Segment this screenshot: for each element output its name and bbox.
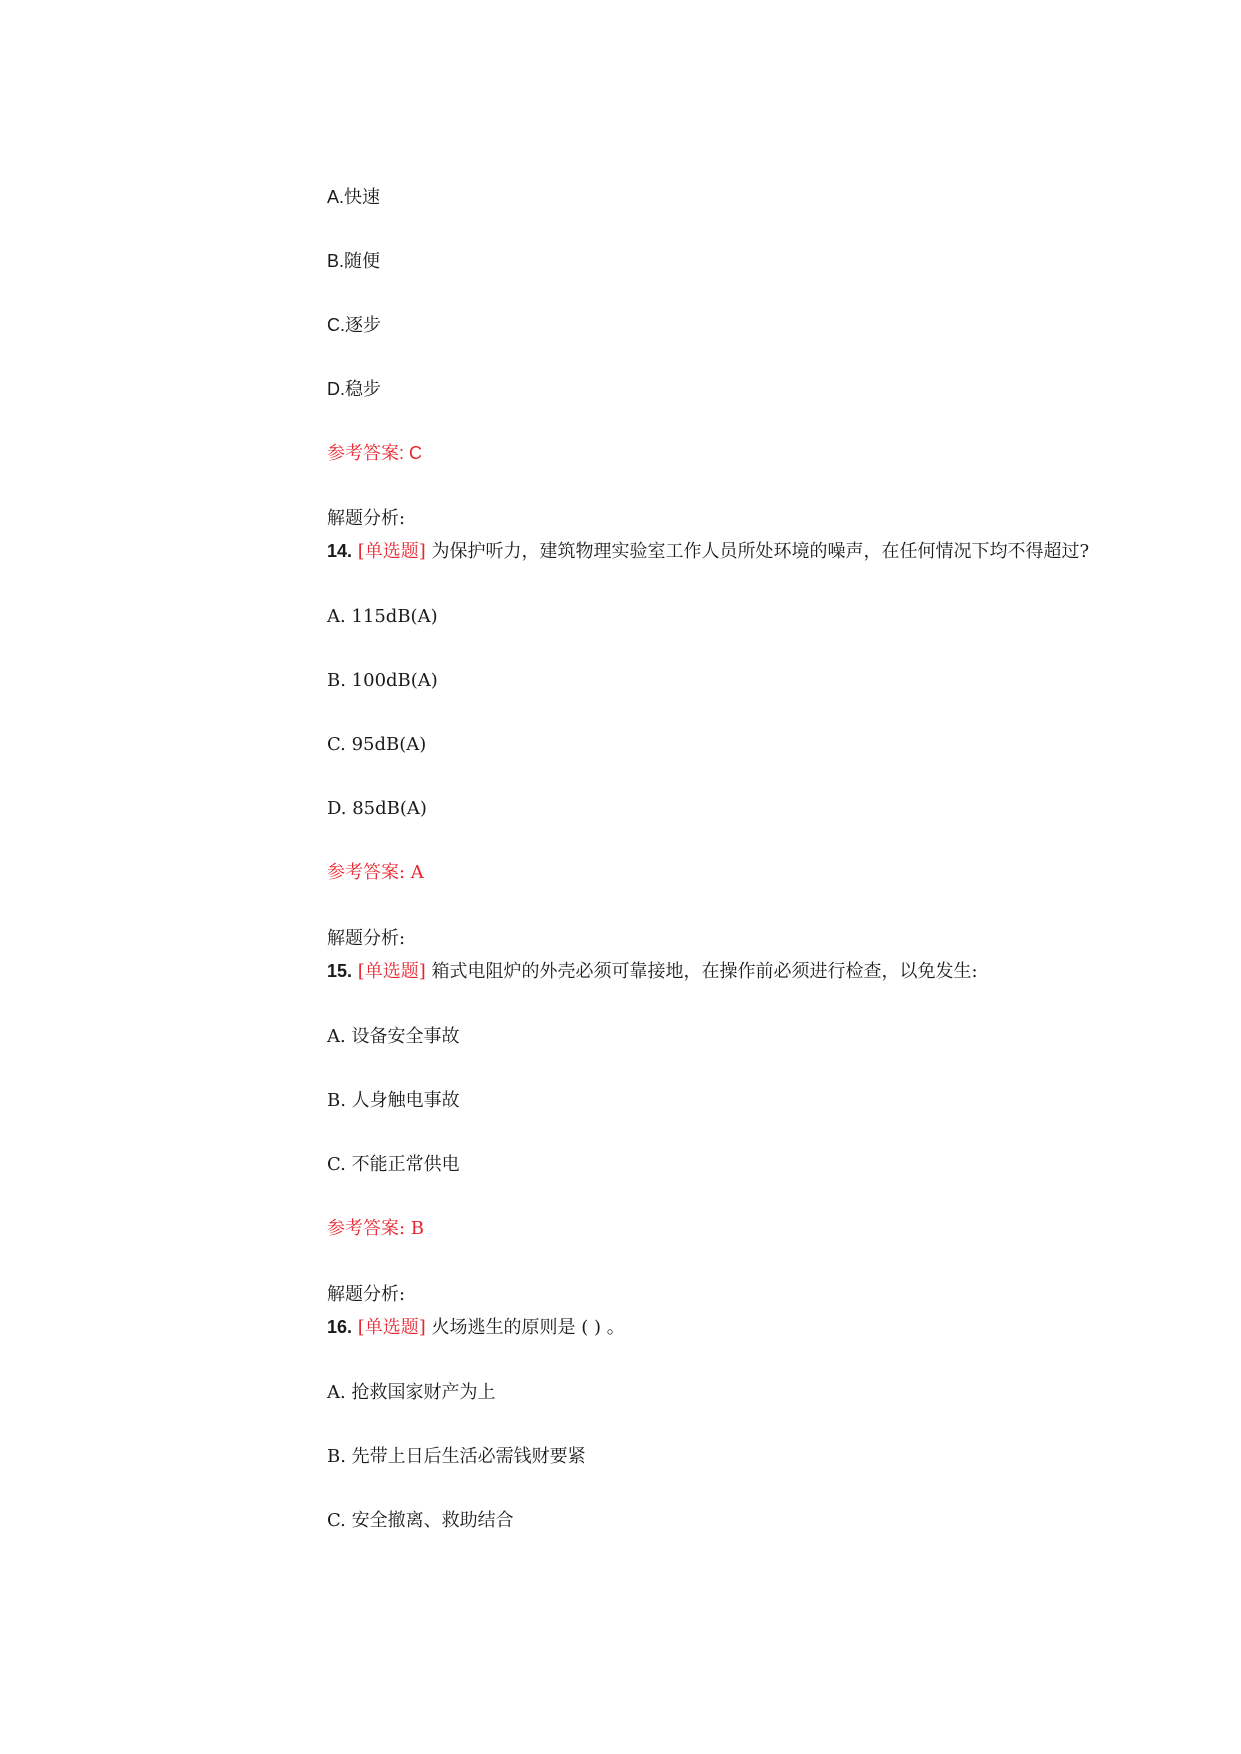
q14-analysis: 解题分析: (327, 928, 406, 949)
q13-answer: 参考答案: C (327, 443, 423, 463)
q15-option-a: A. 设备安全事故 (327, 1026, 460, 1047)
q15-answer: 参考答案: B (327, 1218, 425, 1239)
q16-option-b: B. 先带上日后生活必需钱财要紧 (327, 1446, 586, 1467)
q15-number: 15. (327, 961, 353, 981)
q13-option-b: B.随便 (327, 251, 381, 271)
q16-type: [单选题] (357, 1317, 426, 1338)
q15-analysis: 解题分析: (327, 1284, 406, 1305)
q15-text: 箱式电阻炉的外壳必须可靠接地，在操作前必须进行检查，以免发生: (431, 961, 978, 982)
q16-number: 16. (327, 1317, 353, 1337)
q15-option-b: B. 人身触电事故 (327, 1090, 460, 1111)
q16-text: 火场逃生的原则是 ( ) 。 (431, 1317, 625, 1338)
q16-option-c: C. 安全撤离、救助结合 (327, 1510, 514, 1531)
q14-answer: 参考答案: A (327, 862, 424, 883)
q14-text: 为保护听力，建筑物理实验室工作人员所处环境的噪声，在任何情况下均不得超过? (431, 541, 1090, 562)
q16-option-a: A. 抢救国家财产为上 (327, 1382, 496, 1403)
q13-option-a: A.快速 (327, 187, 381, 207)
q14-option-b: B. 100dB(A) (327, 670, 438, 691)
q13-analysis: 解题分析: (327, 508, 406, 529)
q13-option-c: C.逐步 (327, 315, 381, 335)
q14-option-a: A. 115dB(A) (327, 606, 438, 627)
q14-number: 14. (327, 541, 353, 561)
q14-type: [单选题] (357, 541, 426, 562)
q14-option-d: D. 85dB(A) (327, 798, 427, 819)
q15-option-c: C. 不能正常供电 (327, 1154, 460, 1175)
q15-question (327, 959, 978, 984)
q13-option-d: D.稳步 (327, 379, 381, 399)
q15-type: [单选题] (357, 961, 426, 982)
q16-question (327, 1315, 625, 1340)
q14-option-c: C. 95dB(A) (327, 734, 427, 755)
q14-question (327, 539, 1089, 564)
